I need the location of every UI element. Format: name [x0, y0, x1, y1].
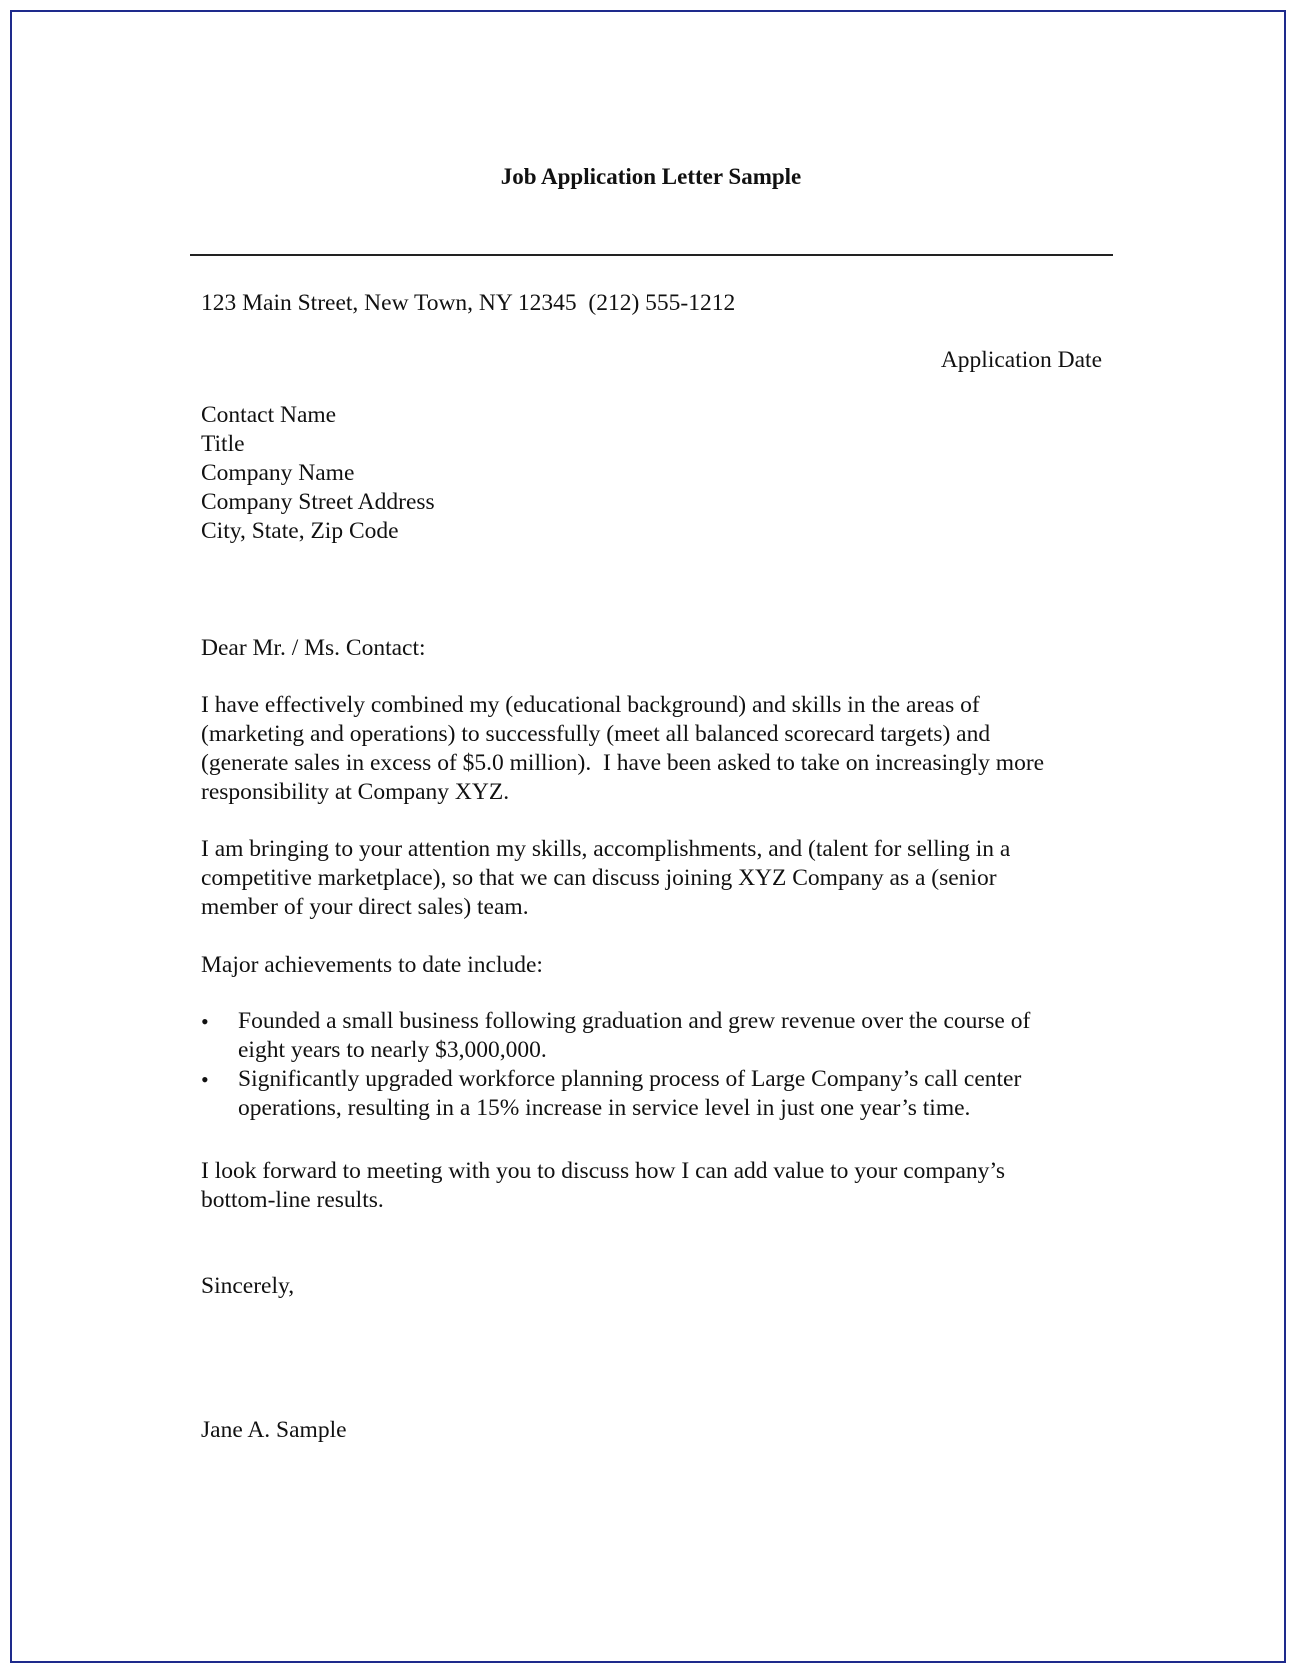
achievements-list [201, 1007, 1101, 1123]
recipient-company-name: Company Name [201, 460, 355, 486]
header-divider [190, 254, 1113, 256]
paragraph-line: (generate sales in excess of $5.0 million). I have been asked to take on increasingly more [201, 750, 1045, 776]
sender-address: 123 Main Street, New Town, NY 12345 (212) 555-1212 [201, 290, 736, 316]
bullet-icon: • [201, 1067, 209, 1092]
bullet-icon: • [201, 1009, 209, 1034]
salutation: Dear Mr. / Ms. Contact: [201, 635, 426, 661]
paragraph-line: (marketing and operations) to successfully (meet all balanced scorecard targets) and [201, 721, 991, 747]
application-date: Application Date [940, 347, 1102, 373]
paragraph-line: I look forward to meeting with you to discuss how I can add value to your company’s [201, 1158, 1006, 1184]
list-item [201, 1065, 1101, 1123]
recipient-city-state-zip: City, State, Zip Code [201, 518, 399, 544]
body-paragraph-1 [201, 691, 1044, 807]
list-item-line: Founded a small business following graduation and grew revenue over the course of [238, 1008, 1031, 1034]
signature-name: Jane A. Sample [201, 1417, 347, 1443]
list-item-line: operations, resulting in a 15% increase in service level in just one year’s time. [238, 1095, 971, 1121]
paragraph-line: I have effectively combined my (educational background) and skills in the areas of [201, 692, 980, 718]
paragraph-line: competitive marketplace), so that we can discuss joining XYZ Company as a (senior [201, 865, 997, 891]
list-item-line: Significantly upgraded workforce planning process of Large Company’s call center [238, 1066, 1022, 1092]
list-item-line: eight years to nearly $3,000,000. [238, 1037, 547, 1063]
achievements-intro: Major achievements to date include: [201, 952, 543, 978]
closing-paragraph [201, 1157, 1005, 1215]
body-paragraph-2 [201, 835, 1010, 922]
paragraph-line: responsibility at Company XYZ. [201, 779, 510, 805]
list-item [201, 1007, 1101, 1065]
paragraph-line: member of your direct sales) team. [201, 894, 529, 920]
paragraph-line: I am bringing to your attention my skills, accomplishments, and (talent for selling in a [201, 836, 1011, 862]
recipient-address-block [201, 401, 435, 546]
recipient-title: Title [201, 431, 245, 457]
complimentary-close: Sincerely, [201, 1273, 295, 1299]
recipient-contact-name: Contact Name [201, 402, 337, 428]
letter-title: Job Application Letter Sample [500, 164, 802, 189]
recipient-street-address: Company Street Address [201, 489, 435, 515]
paragraph-line: bottom-line results. [201, 1187, 384, 1213]
